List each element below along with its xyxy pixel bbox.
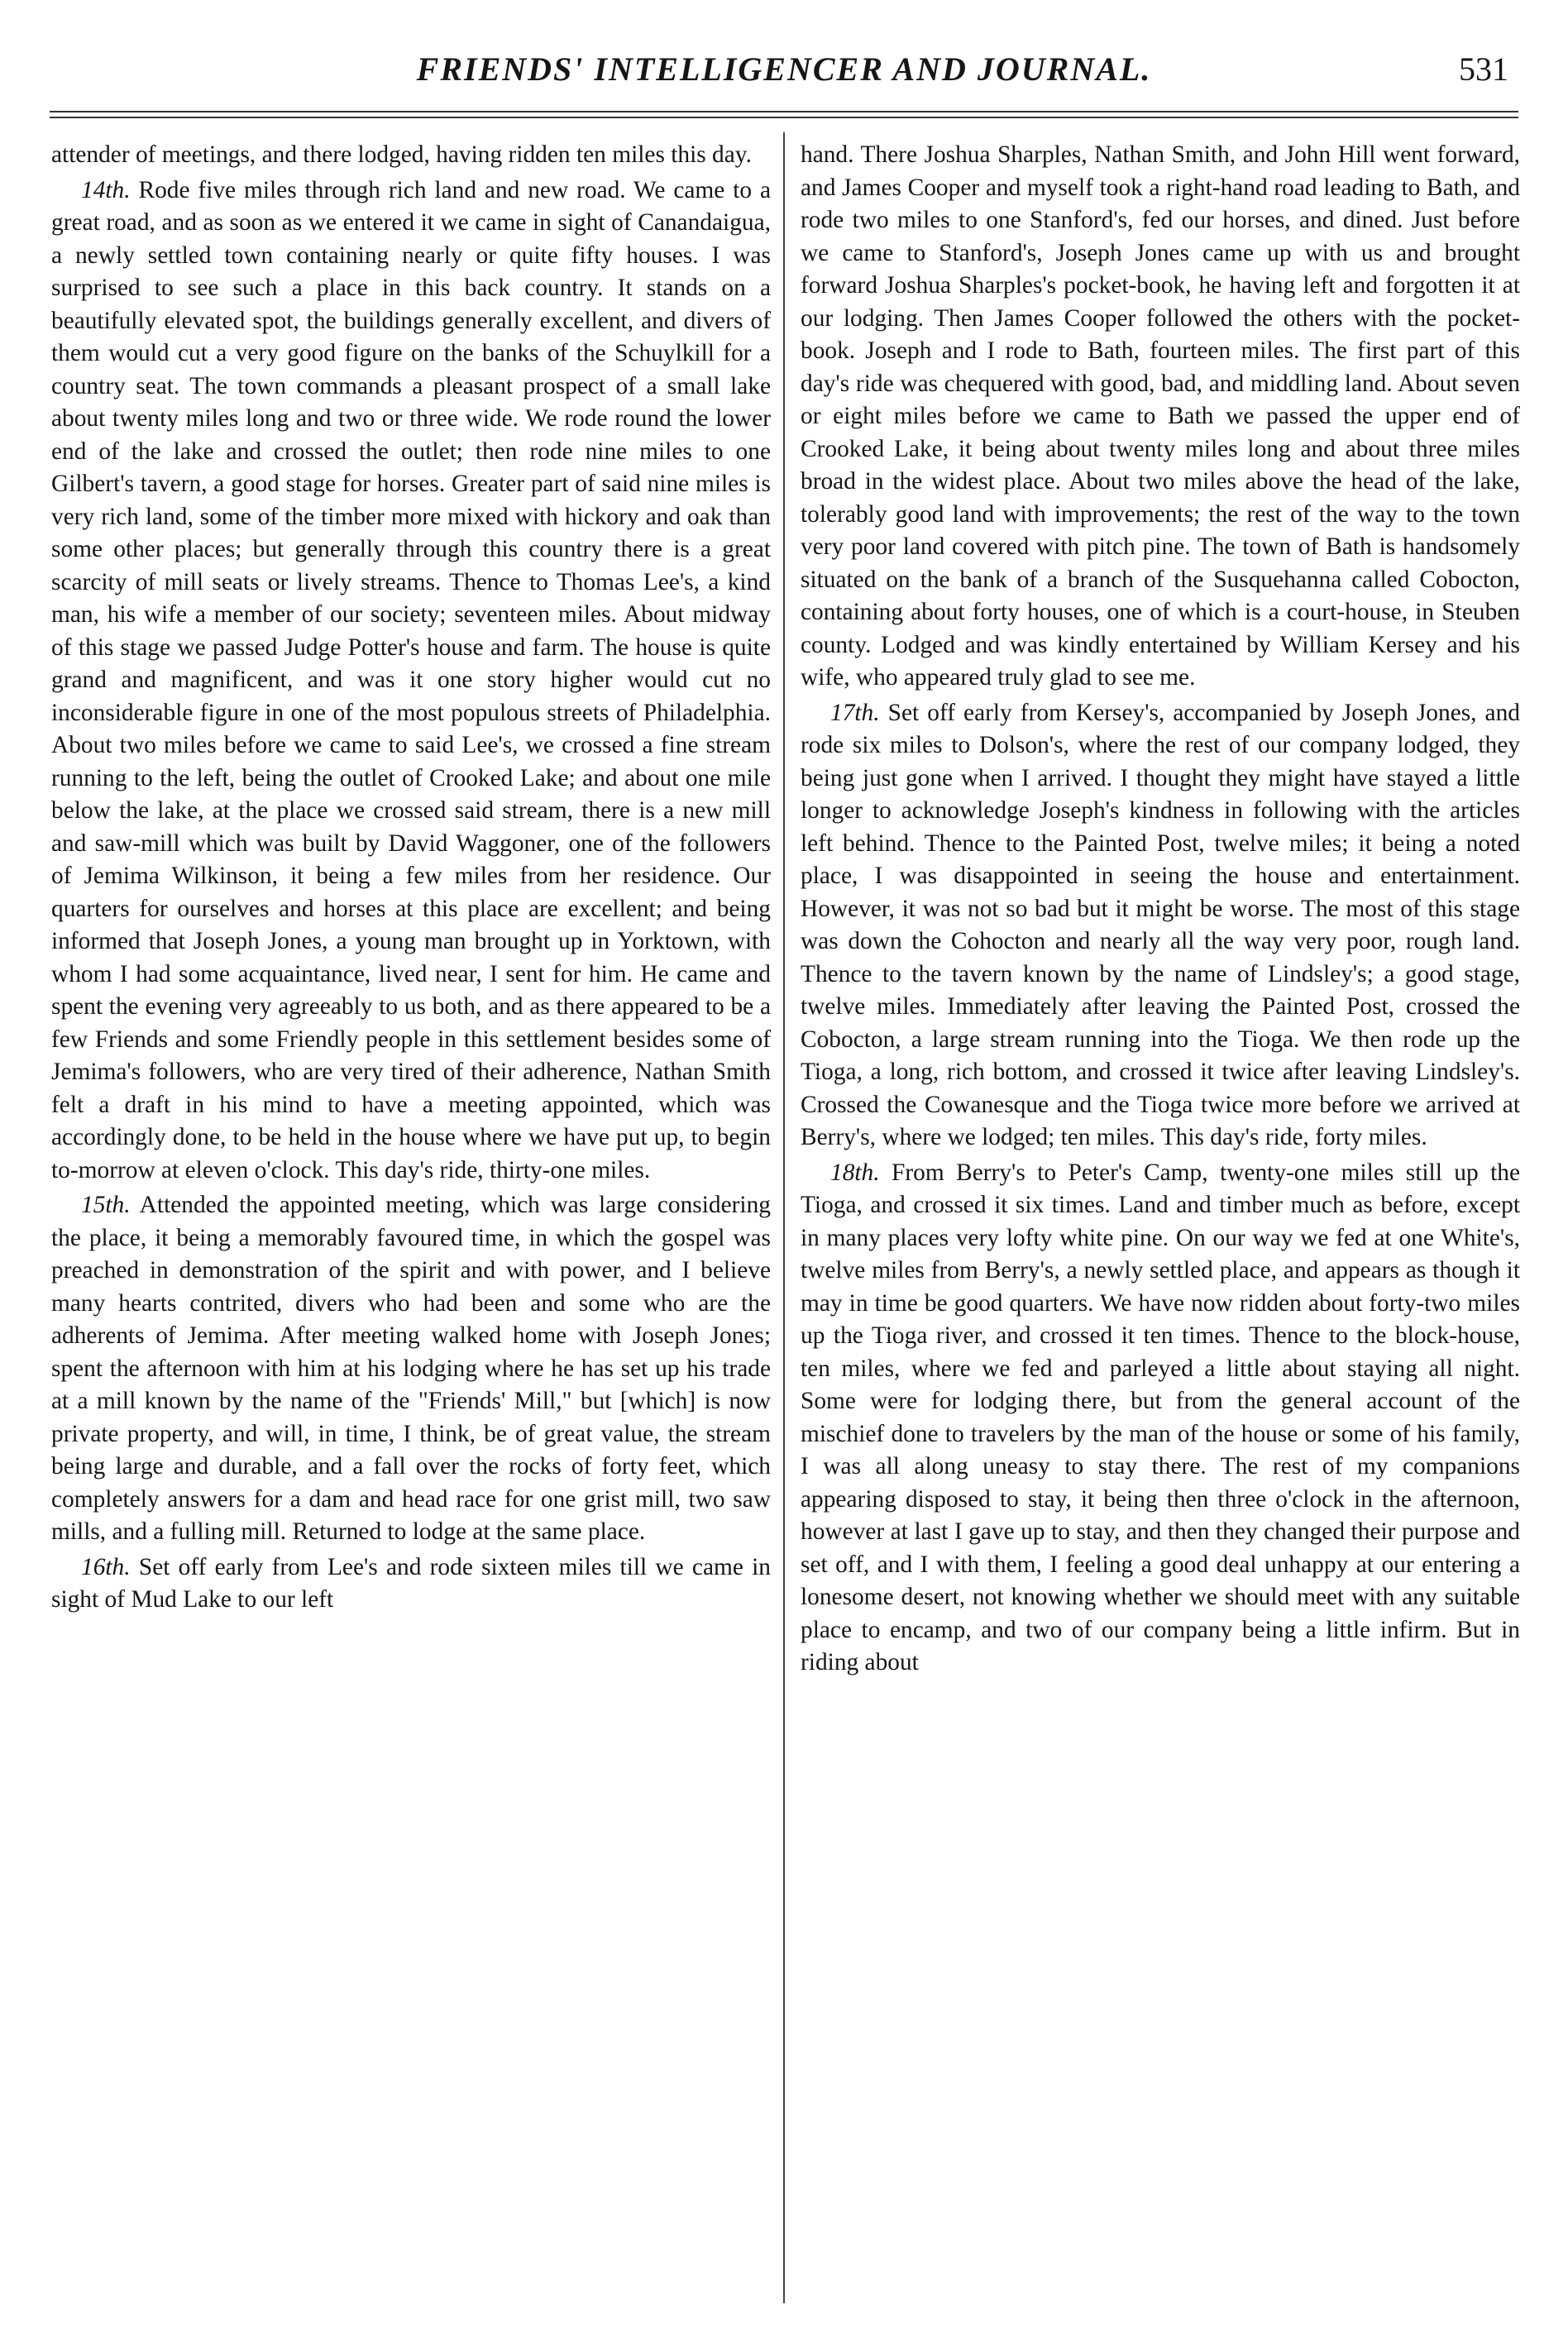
diary-entry-18 <box>801 1157 1520 1680</box>
column-divider <box>783 132 785 2303</box>
entry-date: 15th. <box>81 1192 131 1218</box>
entry-text: Set off early from Kersey's, accompanied by Joseph Jones, and rode six miles to Dolson's, where the rest of our company lodged, they being just gone when I arrived. I thought they might have stayed a little longer to acknowledge Joseph's kindness in following with the articles left behind. Thence to the Painted Post, twelve miles; it being a noted place, I was disappointed in seeing the house and entertainment. However, it was not so bad but it might be worse. The most of this stage was down the Cohocton and nearly all the way very poor, rough land. Thence to the tavern known by the name of Lindsley's; a good stage, twelve miles. Immediately after leaving the Painted Post, crossed the Cobocton, a large stream running into the Tioga. We then rode up the Tioga, a long, rich bottom, and crossed it twice after leaving Lindsley's. Crossed the Cowanesque and the Tioga twice more before we arrived at Berry's, where we lodged; ten miles. This day's ride, forty miles. <box>801 699 1520 1150</box>
header-rule-bottom <box>50 117 1518 118</box>
diary-entry-15 <box>51 1189 771 1549</box>
diary-entry-17 <box>801 697 1520 1154</box>
page-header <box>50 43 1518 101</box>
right-column <box>801 139 1520 2305</box>
entry-text: Rode five miles through rich land and new road. We came to a great road, and as soon as we entered it we came in sight of Canandaigua, a newly settled town containing nearly or quite fifty houses. I was surprised to see such a place in this back country. It stands on a beautifully elevated spot, the buildings generally excellent, and divers of them would cut a very good figure on the banks of the Schuylkill for a country seat. The town commands a pleasant prospect of a small lake about twenty miles long and two or three wide. We rode round the lower end of the lake and crossed the outlet; then rode nine miles to one Gilbert's tavern, a good stage for horses. Greater part of said nine miles is very rich land, some of the timber more mixed with hickory and oak than some other places; but generally through this country there is a great scarcity of mill seats or lively streams. Thence to Thomas Lee's, a kind man, his wife a member of our society; seventeen miles. About midway of this stage we passed Judge Potter's house and farm. The house is quite grand and magnificent, and was it one story higher would cut no inconsiderable figure in one of the most populous streets of Philadelphia. About two miles before we came to said Lee's, we crossed a fine stream running to the left, being the outlet of Crooked Lake; and about one mile below the lake, at the place we crossed said stream, there is a new mill and saw-mill which was built by David Waggoner, one of the followers of Jemima Wilkinson, it being a few miles from her residence. Our quarters for ourselves and horses at this place are excellent; and being informed that Joseph Jones, a young man brought up in Yorktown, with whom I had some acquaintance, lived near, I sent for him. He came and spent the evening very agreeably to us both, and as there appeared to be a few Friends and some Friendly people in this settlement besides some of Jemima's followers, who are very tired of their adherence, Nathan Smith felt a draft in his mind to have a meeting appointed, which was accordingly done, to be held in the house where we have put up, to begin to-morrow at eleven o'clock. This day's ride, thirty-one miles. <box>51 176 771 1183</box>
entry-text: Set off early from Lee's and rode sixteen miles till we came in sight of Mud Lake to our left <box>51 1553 771 1613</box>
entry-date: 16th. <box>81 1553 131 1580</box>
diary-entry-16 <box>51 1551 771 1617</box>
left-continuation-paragraph: attender of meetings, and there lodged, having ridden ten miles this day. <box>51 141 752 168</box>
right-continuation-paragraph: hand. There Joshua Sharples, Nathan Smith, and John Hill went forward, and James Cooper and myself took a right-hand road leading to Bath, and rode two miles to one Stanford's, fed our horses, and dined. Just before we came to Stanford's, Joseph Jones came up with us and brought forward Joshua Sharples's pocket-book, he having left and forgotten it at our lodging. Then James Cooper followed the others with the pocket-book. Joseph and I rode to Bath, fourteen miles. The first part of this day's ride was chequered with good, bad, and middling land. About seven or eight miles before we came to Bath we passed the upper end of Crooked Lake, it being about twenty miles long and about three miles broad in the widest place. About two miles above the head of the lake, tolerably good land with improvements; the rest of the way to the town very poor land covered with pitch pine. The town of Bath is handsomely situated on the bank of a branch of the Susquehanna called Cobocton, containing about forty houses, one of which is a court-house, in Steuben county. Lodged and was kindly entertained by William Kersey and his wife, who appeared truly glad to see me. <box>801 141 1520 691</box>
left-column <box>51 139 771 2305</box>
header-rule-top <box>50 111 1518 112</box>
entry-date: 17th. <box>830 699 880 726</box>
page-number: 531 <box>1459 50 1508 88</box>
entry-text: Attended the appointed meeting, which was large considering the place, it being a memorably favoured time, in which the gospel was preached in demonstration of the spirit and with power, and I believe many hearts contrited, divers who had been and some who are the adherents of Jemima. After meeting walked home with Joseph Jones; spent the afternoon with him at his lodging where he has set up his trade at a mill known by the name of the "Friends' Mill," but [which] is now private property, and will, in time, I think, be of great value, the stream being large and durable, and a fall over the rocks of forty feet, which completely answers for a dam and head race for one grist mill, two saw mills, and a fulling mill. Returned to lodge at the same place. <box>51 1192 771 1545</box>
running-title: FRIENDS' INTELLIGENCER AND JOURNAL. <box>416 50 1152 88</box>
diary-entry-14 <box>51 174 771 1188</box>
entry-date: 14th. <box>81 176 131 203</box>
entry-date: 18th. <box>830 1159 880 1186</box>
entry-text: From Berry's to Peter's Camp, twenty-one miles still up the Tioga, and crossed it six times. Land and timber much as before, except in many places very lofty white pine. On our way we fed at one White's, twelve miles from Berry's, a newly settled place, and appears as though it may in time be good quarters. We have now ridden about forty-two miles up the Tioga river, and crossed it ten times. Thence to the block-house, ten miles, where we fed and parleyed a little about staying all night. Some were for lodging there, but from the general account of the mischief done to travelers by the man of the house or some of his family, I was all along uneasy to stay there. The rest of my companions appearing disposed to stay, it being then three o'clock in the afternoon, however at last I gave up to stay, and then they changed their purpose and set off, and I with them, I feeling a good deal unhappy at our entering a lonesome desert, not knowing whether we should meet with any suitable place to encamp, and two of our company being a little infirm. But in riding about <box>801 1159 1520 1675</box>
